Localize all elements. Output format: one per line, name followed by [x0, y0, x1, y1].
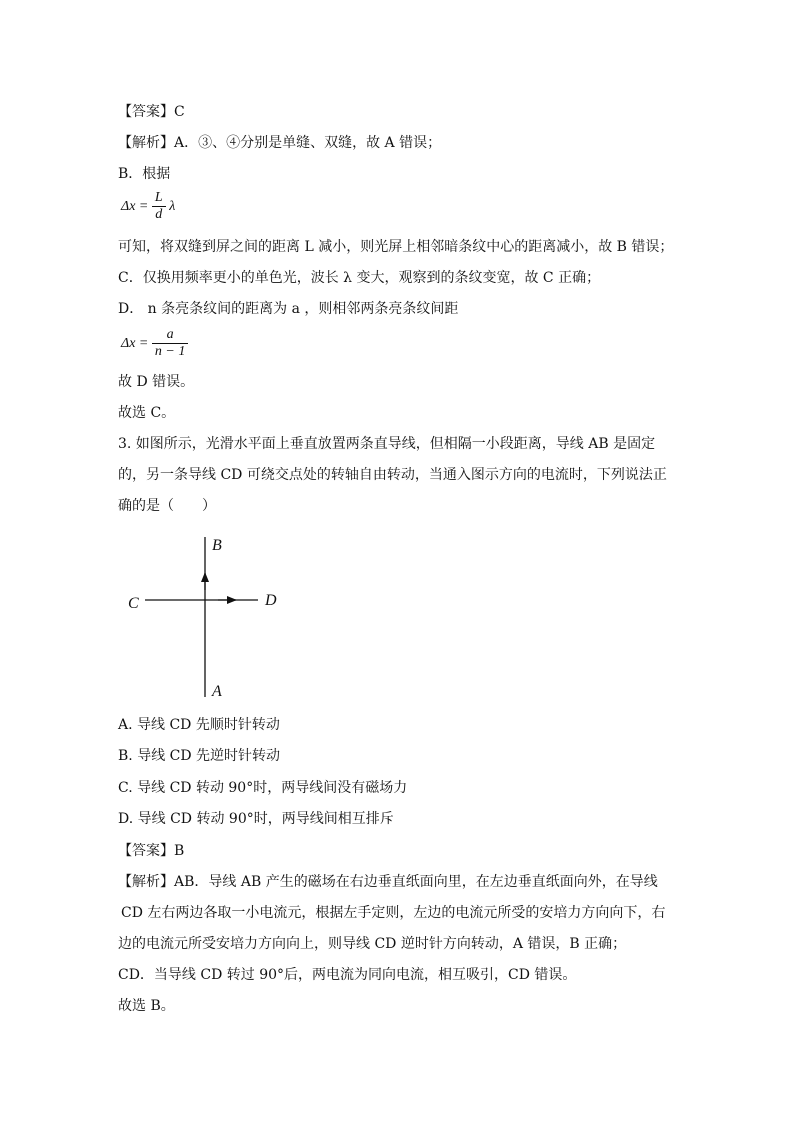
- formula-fringe-spacing: [121, 190, 175, 223]
- analysis-3-line-3: 边的电流元所受安培力方向向上，则导线 CD 逆时针方向转动，A 错误，B 正确；: [118, 936, 627, 952]
- formula-fraction: [152, 190, 166, 223]
- formula-numerator: L: [152, 190, 166, 207]
- analysis-option-b-intro: B．根据: [118, 166, 171, 182]
- option-b: B. 导线 CD 先逆时针转动: [118, 748, 281, 764]
- formula-tail: λ: [169, 198, 176, 214]
- formula-denominator: n − 1: [154, 344, 186, 359]
- answer-label-3: 【答案】B: [118, 843, 185, 859]
- analysis-option-b-conclusion: 可知，将双缝到屏之间的距离 L 减小，则光屏上相邻暗条纹中心的距离减小，故 B 错误；: [118, 239, 674, 255]
- analysis-option-d-conclusion: 故 D 错误。: [118, 374, 195, 390]
- analysis-option-c: C．仅换用频率更小的单色光，波长 λ 变大，观察到的条纹变宽，故 C 正确；: [118, 270, 601, 286]
- choice-conclusion-1: 故选 C。: [118, 405, 176, 421]
- analysis-option-d-intro: D． n 条亮条纹间的距离为 a ，则相邻两条亮条纹间距: [118, 301, 459, 317]
- formula-lhs: Δx =: [121, 335, 149, 351]
- formula-bright-fringe-spacing: [121, 327, 188, 360]
- formula-fraction: [152, 327, 188, 360]
- choice-conclusion-3: 故选 B。: [118, 998, 175, 1014]
- analysis-option-a: 【解析】A．③、④分别是单缝、双缝，故 A 错误；: [118, 135, 442, 151]
- analysis-3-line-1: 【解析】AB．导线 AB 产生的磁场在右边垂直纸面向里，在左边垂直纸面向外，在导线: [118, 874, 658, 890]
- label-b: B: [212, 537, 222, 554]
- question-3-line-3: 确的是（ ）: [118, 498, 216, 514]
- formula-denominator: d: [155, 207, 163, 222]
- label-a: A: [212, 683, 222, 700]
- wire-diagram: [118, 530, 298, 702]
- analysis-3-line-4: CD．当导线 CD 转过 90°后，两电流为同向电流，相互吸引，CD 错误。: [118, 967, 577, 983]
- question-3-line-2: 的，另一条导线 CD 可绕交点处的转轴自由转动，当通入图示方向的电流时，下列说法正: [118, 467, 667, 483]
- analysis-3-line-2: CD 左右两边各取一小电流元，根据左手定则，左边的电流元所受的安培力方向向下，右: [121, 905, 666, 921]
- option-d: D. 导线 CD 转动 90°时，两导线间相互排斥: [118, 811, 394, 827]
- formula-numerator: a: [152, 327, 188, 344]
- option-a: A. 导线 CD 先顺时针转动: [118, 717, 280, 733]
- label-c: C: [128, 595, 139, 612]
- answer-label-1: 【答案】C: [118, 104, 185, 120]
- label-d: D: [265, 592, 277, 609]
- question-3-line-1: 3. 如图所示，光滑水平面上垂直放置两条直导线，但相隔一小段距离，导线 AB 是固定: [118, 436, 656, 452]
- option-c: C. 导线 CD 转动 90°时，两导线间没有磁场力: [118, 780, 408, 796]
- formula-lhs: Δx =: [121, 198, 149, 214]
